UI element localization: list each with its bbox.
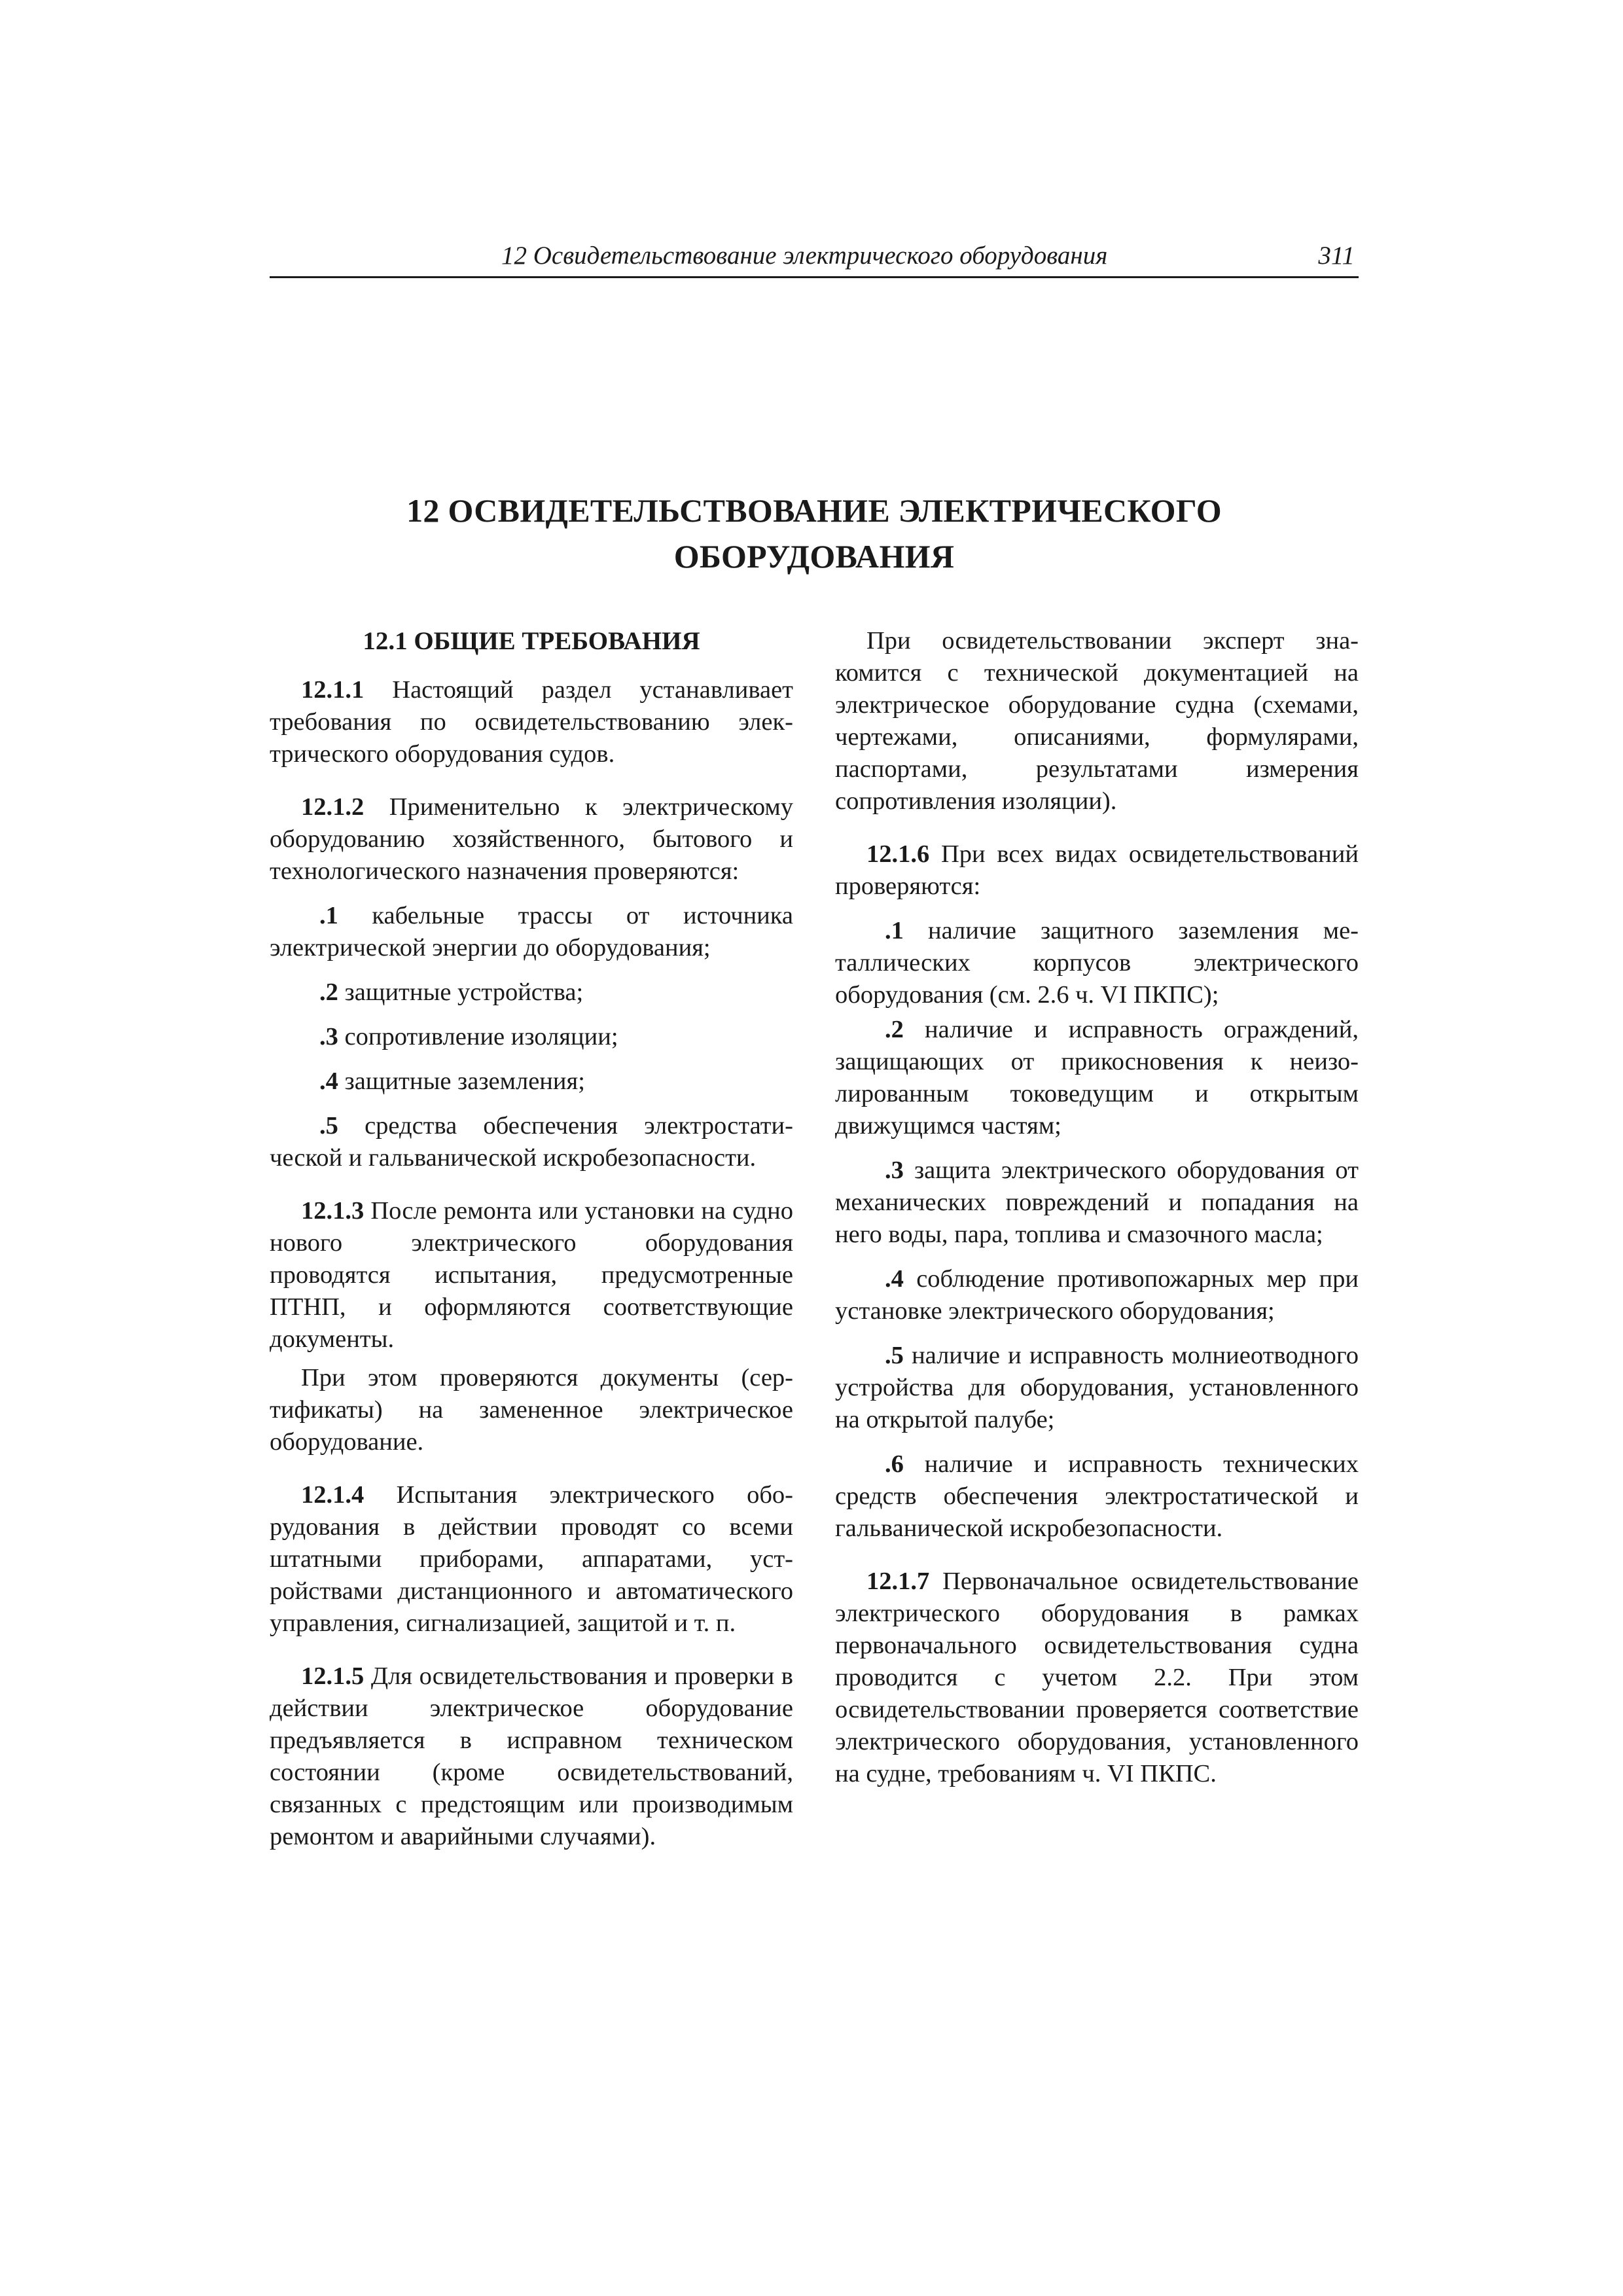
- item-number: .4: [319, 1067, 338, 1095]
- clause-number: 12.1.7: [866, 1568, 930, 1595]
- item-text: наличие и исправность молниеотводного устройства для оборудования, установленного на открытой палубе;: [835, 1342, 1359, 1433]
- running-header: [270, 236, 1359, 278]
- item-number: .5: [319, 1112, 338, 1139]
- list-item: [270, 900, 793, 964]
- list-item: [835, 1155, 1359, 1251]
- paragraph-12-1-7: [835, 1566, 1359, 1790]
- page-number: 311: [1318, 242, 1355, 270]
- item-number: .5: [885, 1342, 904, 1369]
- paragraph-12-1-4: [270, 1479, 793, 1640]
- clause-number: 12.1.6: [866, 840, 930, 868]
- item-text: защитные устройства;: [338, 978, 584, 1006]
- item-number: .3: [885, 1157, 904, 1184]
- list-item: [835, 915, 1359, 1011]
- clause-number: 12.1.3: [301, 1197, 365, 1225]
- chapter-title: 12 ОСВИДЕТЕЛЬСТВОВАНИЕ ЭЛЕКТРИЧЕСКОГО ОБОРУДОВАНИЯ: [406, 492, 1222, 575]
- item-number: .3: [319, 1023, 338, 1050]
- paragraph-12-1-5-continued: При освидетельствовании эксперт знакомится с технической документацией на электрическое оборудование судна (схемами, чертежами, описаниями, формулярами, паспортами, результатами измерения сопротивления изоляции).: [835, 627, 1359, 815]
- item-number: .6: [885, 1450, 904, 1478]
- item-number: .2: [885, 1016, 904, 1043]
- clause-text: Настоящий раздел устанавливает требования по освидетельствованию электрического оборудования судов.: [270, 676, 793, 768]
- paragraph-12-1-6: [835, 838, 1359, 903]
- list-item: [835, 1263, 1359, 1327]
- item-text: сопротивление изоляции;: [338, 1023, 618, 1050]
- item-text: средства обеспечения электростатической и гальванической искробезопасности.: [270, 1112, 793, 1172]
- left-column: [270, 625, 793, 1865]
- section-title: 12.1 ОБЩИЕ ТРЕБОВАНИЯ: [363, 627, 700, 655]
- clause-number: 12.1.2: [301, 793, 365, 821]
- clause-text: После ремонта или установки на судно нового электрического оборудования проводятся испытания, предусмотренные ПТНП, и оформляются соответствующие документы.: [270, 1197, 793, 1353]
- list-item: [270, 1066, 793, 1098]
- item-text: защитные заземления;: [338, 1067, 585, 1095]
- clause-text: Испытания электрического оборудования в действии проводят со всеми штатными приборами, аппаратами, устройствами дистанционного и автоматического управления, сигнализацией, защитой и т. п.: [270, 1481, 793, 1637]
- item-number: .2: [319, 978, 338, 1006]
- paragraph-12-1-5: [270, 1660, 793, 1853]
- clause-text: Для освидетельствования и проверки в действии электрическое оборудование предъявляется в исправном техническом состоянии (кроме освидетельствований, связанных с предстоящим или производимым ремонтом и аварийными случаями).: [270, 1662, 793, 1850]
- item-text: защита электрического оборудования от механических повреждений и попадания на него воды, пара, топлива и смазочного масла;: [835, 1157, 1359, 1248]
- list-item: [270, 1110, 793, 1174]
- list-item: [835, 1340, 1359, 1436]
- clause-text: Первоначальное освидетельствование электрического оборудования в рамках первоначального освидетельствования судна проводится с учетом 2.2. При этом освидетельствовании проверяется соответствие электрического оборудования, установленного на судне, требованиям ч. VI ПКПС.: [835, 1568, 1359, 1787]
- item-number: .4: [885, 1265, 904, 1293]
- item-text: наличие и исправность технических средств обеспечения электростатической и гальванической искробезопасности.: [835, 1450, 1359, 1542]
- list-item: [835, 1448, 1359, 1545]
- clause-number: 12.1.4: [301, 1481, 365, 1509]
- list-item: [270, 977, 793, 1009]
- paragraph-12-1-1: [270, 674, 793, 770]
- item-text: наличие и исправность ограждений, защищающих от прикосновения к неизолированным токоведущим и открытым движущимся частям;: [835, 1016, 1359, 1139]
- clause-text: Применительно к электрическому оборудованию хозяйственного, бытового и технологического назначения проверяются:: [270, 793, 793, 885]
- item-number: .1: [319, 902, 338, 929]
- list-item: [835, 1014, 1359, 1142]
- paragraph-12-1-3: [270, 1195, 793, 1355]
- clause-number: 12.1.1: [301, 676, 365, 704]
- clause-number: 12.1.5: [301, 1662, 365, 1690]
- right-column: [835, 625, 1359, 1803]
- paragraph-12-1-2: [270, 791, 793, 888]
- paragraph-12-1-3-continued: При этом проверяются документы (сертификаты) на замененное электрическое оборудование.: [270, 1364, 793, 1456]
- list-item: [270, 1021, 793, 1053]
- clause-text: При всех видах освидетельствований проверяются:: [835, 840, 1359, 900]
- item-text: соблюдение противопожарных мер при установке электрического оборудования;: [835, 1265, 1359, 1325]
- item-number: .1: [885, 917, 904, 944]
- item-text: наличие защитного заземления металлических корпусов электрического оборудования (см. 2.6 ч. VI ПКПС);: [835, 917, 1359, 1009]
- item-text: кабельные трассы от источника электрической энергии до оборудования;: [270, 902, 793, 961]
- running-title: 12 Освидетельствование электрического оборудования: [501, 242, 1108, 270]
